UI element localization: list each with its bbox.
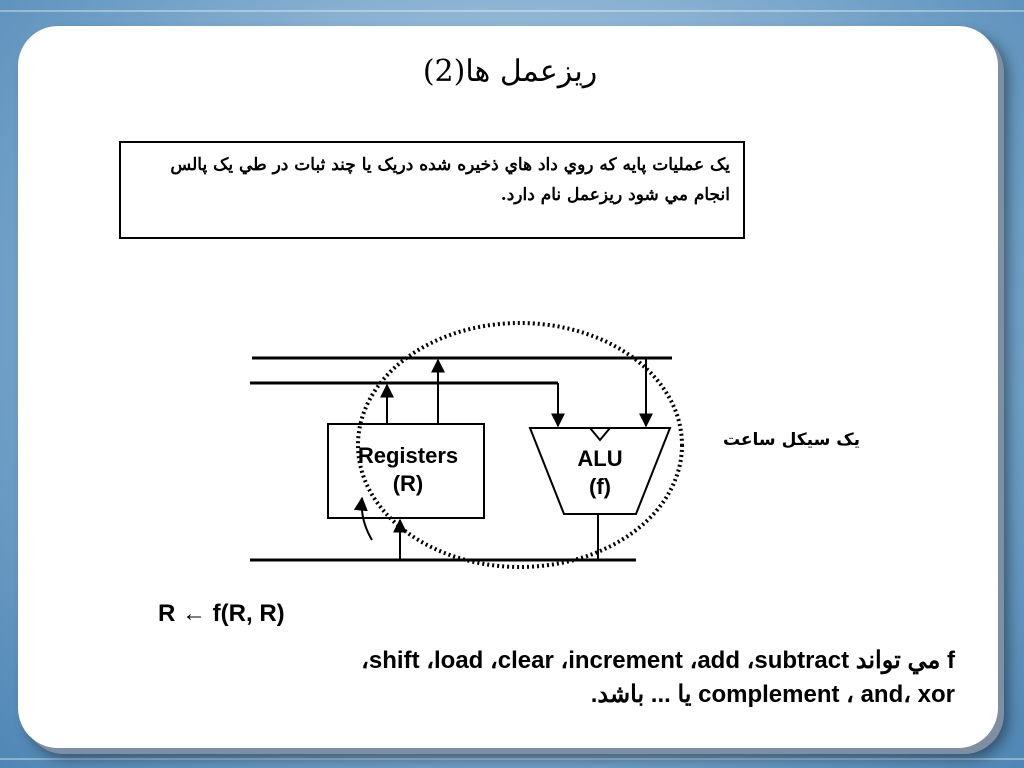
description-line: complement ، and، xor يا ... باشد.	[590, 681, 955, 708]
registers-label: Registers	[357, 443, 459, 468]
description-text	[120, 644, 955, 712]
alu-label: ALU	[577, 446, 623, 471]
alu-sub-label: (f)	[589, 474, 611, 499]
microoperation-formula: R ← f(R, R)	[158, 600, 285, 627]
clock-cycle-label: يک سيکل ساعت	[722, 430, 860, 450]
registers-sub-label: (R)	[392, 471, 424, 496]
description-line: f مي تواند shift ،load ،clear ،increment ،add ،subtract،	[361, 647, 955, 674]
definition-text: يک عمليات پايه که روي داد هاي ذخيره شده دريک يا چند ثبات در طي يک پالس انجام مي شود ريزعمل نام دارد.	[170, 155, 730, 205]
slide-title: ريزعمل ها(2)	[422, 54, 598, 89]
